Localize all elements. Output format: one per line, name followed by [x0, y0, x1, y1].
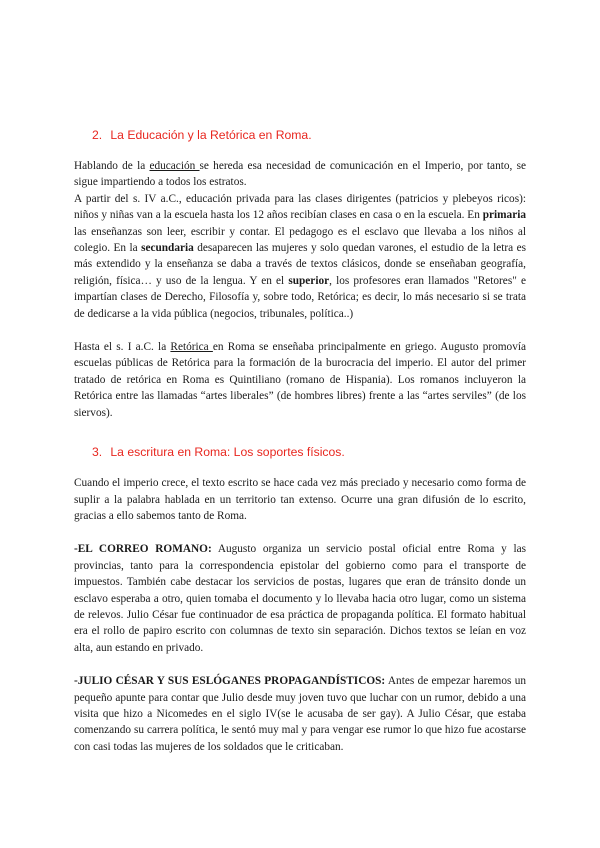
section-3-number: 3. — [92, 445, 103, 460]
paragraph-julius-caesar — [74, 673, 526, 755]
section-3-heading — [92, 443, 526, 461]
document-body — [74, 126, 526, 755]
section-2-title: La Educación y la Retórica en Roma. — [110, 128, 312, 142]
text-run: en Roma se enseñaba principalmente en griego. Augusto promovía escuelas públicas de Retórica para la formación de la burocracia del imperio. El autor del primer tratado de retórica en Roma es Quintiliano (romano de Hispania). Los romanos incluyeron la Retórica entre las llamadas “artes liberales” (de hombres libres) frente a las “artes serviles” (de los siervos). — [74, 341, 527, 419]
text-run: Hasta el s. I a.C. la — [74, 341, 171, 354]
paragraph-roman-mail — [74, 541, 526, 656]
text-run: A partir del s. IV a.C., educación privada para las clases dirigentes (patricios y plebeyos ricos): niños y niñas van a la escuela hasta los 12 años recibían clases en casa o en la escuela. En — [74, 192, 526, 222]
text-run: Antes de empezar haremos un pequeño apunte para contar que Julio desde muy joven tuvo que luchar con un rumor, debido a una visita que hizo a Nicomedes en el siglo IV(se le acusaba de ser gay). A Julio César, que estaba comenzando su carrera política, le sentó muy mal y para vengar ese rumor lo que hizo fue acostarse con casi todas las mujeres de los soldados que le criticaban. — [74, 675, 527, 753]
underlined-term: Retórica — [170, 341, 213, 354]
spacer — [74, 656, 526, 673]
bold-lead: -EL CORREO ROMANO: — [74, 543, 212, 556]
bold-term: primaria — [482, 209, 526, 222]
underlined-term: educación — [149, 160, 200, 172]
text-run: se hereda esa necesidad de comunicación en el Imperio, por tanto, se sigue impartiendo a todos los estratos. — [74, 160, 526, 189]
text-run: Augusto organiza un servicio postal oficial entre Roma y las provincias, tanto para la correspondencia epistolar del gobierno como para el transporte de impuestos. También cabe destacar los servicios de postas, lugares que eran de tránsito donde un esclavo esperaba a otro, quien tomaba el documento y lo llevaba hacia otro lugar, como un sistema de relevos. Julio César fue continuador de esa práctica de propaganda política. El formato habitual era el rollo de papiro escrito con columnas de texto sin separación. Dichos textos se leían en voz alta, aun estando en privado. — [74, 543, 526, 654]
text-run: desaparecen las mujeres y solo quedan varones, el estudio de la letra es más extendido y la enseñanza se daba a través de textos clásicos, donde se enseñaban geografía, religión, física… y uso de la lengua. Y en el — [74, 242, 526, 287]
text-run: las enseñanzas son leer, escribir y contar. El pedagogo es el esclavo que llevaba a los niños al colegio. En la — [74, 225, 526, 255]
paragraph-rhetoric — [74, 339, 526, 421]
paragraph-writing-intro: Cuando el imperio crece, el texto escrito se hace cada vez más preciado y necesario como forma de suplir a la palabra hablada en un territorio tan extenso. Ocurre una gran difusión de lo escrito, gracias a ello sabemos tanto de Roma. — [74, 477, 526, 522]
section-2-number: 2. — [92, 128, 103, 142]
spacer — [74, 421, 526, 443]
text-run: , los profesores eran llamados "Retores" e impartían clases de Derecho, Filosofía y, sobre todo, Retórica; es decir, lo más necesario si se trata de dedicarse a la vida pública (negocios, tribunales, política..) — [74, 274, 526, 320]
paragraph-education-levels — [74, 191, 526, 322]
paragraph-education-intro — [74, 158, 526, 191]
bold-lead: -JULIO CÉSAR Y SUS ESLÓGANES PROPAGANDÍSTICOS: — [74, 675, 386, 688]
spacer — [74, 322, 526, 339]
bold-term: superior — [288, 274, 330, 287]
bold-term: secundaria — [141, 242, 194, 255]
section-3-title: La escritura en Roma: Los soportes físicos. — [110, 445, 345, 460]
section-2-heading — [92, 126, 526, 144]
text-run: Hablando de la — [74, 160, 150, 172]
spacer — [74, 524, 526, 541]
